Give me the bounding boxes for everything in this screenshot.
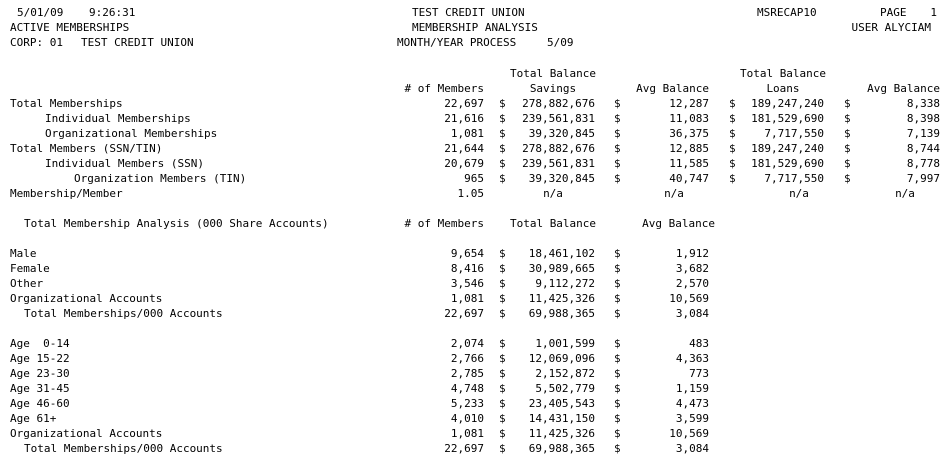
currency-symbol: $ xyxy=(499,172,506,185)
analysis-row xyxy=(0,411,948,426)
report-code: MSRECAP10 xyxy=(757,6,817,19)
loans-header: Loans xyxy=(766,82,800,95)
savings-value: 278,882,676 xyxy=(522,142,595,155)
avg-loans-value: 8,398 xyxy=(906,112,940,125)
currency-symbol: $ xyxy=(844,112,851,125)
row-label: Total Memberships/000 Accounts xyxy=(24,442,223,455)
savings-header: Savings xyxy=(529,82,577,95)
page-label: PAGE xyxy=(880,6,907,19)
avg-value: 483 xyxy=(689,337,709,350)
process-period: 5/09 xyxy=(547,36,574,49)
members-value: 1,081 xyxy=(450,127,484,140)
currency-symbol: $ xyxy=(614,142,621,155)
summary-row xyxy=(0,156,948,171)
members-value: 965 xyxy=(464,172,484,185)
avg-value: 4,473 xyxy=(675,397,709,410)
row-label: Total Members (SSN/TIN) xyxy=(10,142,163,155)
avg-value: 2,570 xyxy=(675,277,709,290)
currency-symbol: $ xyxy=(614,277,621,290)
avg-loans-value: 8,744 xyxy=(906,142,940,155)
members-value: 2,785 xyxy=(450,367,484,380)
header-line-3 xyxy=(0,35,948,50)
members-value: 9,654 xyxy=(450,247,484,260)
balance-value: 69,988,365 xyxy=(528,307,595,320)
header-org-name: TEST CREDIT UNION xyxy=(412,6,525,19)
currency-symbol: $ xyxy=(844,127,851,140)
balance-value: 11,425,326 xyxy=(528,292,595,305)
savings-value: 278,882,676 xyxy=(522,97,595,110)
avg-value: 1,159 xyxy=(675,382,709,395)
currency-symbol: $ xyxy=(499,292,506,305)
currency-symbol: $ xyxy=(614,397,621,410)
currency-symbol: $ xyxy=(729,97,736,110)
avg-savings-value: 11,083 xyxy=(669,112,709,125)
ratio-row xyxy=(0,186,948,201)
analysis-balance-header: Total Balance xyxy=(509,217,597,230)
analysis-row xyxy=(0,381,948,396)
summary-header-line-1 xyxy=(0,66,948,81)
members-value: 3,546 xyxy=(450,277,484,290)
row-label: Organizational Accounts xyxy=(10,427,163,440)
ratio-label: Membership/Member xyxy=(10,187,123,200)
balance-value: 30,989,665 xyxy=(528,262,595,275)
currency-symbol: $ xyxy=(499,382,506,395)
row-label: Individual Memberships xyxy=(45,112,191,125)
avg-loans-value: 8,338 xyxy=(906,97,940,110)
currency-symbol: $ xyxy=(499,157,506,170)
currency-symbol: $ xyxy=(614,352,621,365)
avg-value: 3,599 xyxy=(675,412,709,425)
avg-savings-header: Avg Balance xyxy=(636,82,709,95)
analysis-avg-header: Avg Balance xyxy=(642,217,715,230)
corp-label: CORP: 01 xyxy=(10,36,63,49)
loans-value: 189,247,240 xyxy=(751,97,824,110)
loans-value: 181,529,690 xyxy=(751,112,824,125)
members-value: 2,074 xyxy=(450,337,484,350)
analysis-row xyxy=(0,306,948,321)
currency-symbol: $ xyxy=(499,412,506,425)
process-label: MONTH/YEAR PROCESS xyxy=(397,36,517,49)
row-label: Male xyxy=(10,247,37,260)
currency-symbol: $ xyxy=(499,367,506,380)
currency-symbol: $ xyxy=(614,292,621,305)
currency-symbol: $ xyxy=(614,112,621,125)
savings-value: 39,320,845 xyxy=(528,172,595,185)
analysis-row xyxy=(0,246,948,261)
row-label: Individual Members (SSN) xyxy=(45,157,204,170)
currency-symbol: $ xyxy=(614,382,621,395)
analysis-row xyxy=(0,396,948,411)
currency-symbol: $ xyxy=(614,307,621,320)
analysis-title: Total Membership Analysis (000 Share Accounts) xyxy=(24,217,329,230)
report-date: 5/01/09 xyxy=(17,6,64,19)
currency-symbol: $ xyxy=(499,397,506,410)
avg-loans-value: 7,139 xyxy=(906,127,940,140)
avg-value: 10,569 xyxy=(669,292,709,305)
row-label: Total Memberships/000 Accounts xyxy=(24,307,223,320)
avg-value: 1,912 xyxy=(675,247,709,260)
ratio-loans: n/a xyxy=(789,187,809,200)
currency-symbol: $ xyxy=(614,262,621,275)
members-value: 1,081 xyxy=(450,427,484,440)
analysis-members-header: # of Members xyxy=(404,217,484,230)
currency-symbol: $ xyxy=(614,412,621,425)
members-value: 22,697 xyxy=(444,307,484,320)
loans-header-top: Total Balance xyxy=(739,67,827,80)
user-label: USER ALYCIAM xyxy=(851,21,931,34)
row-label: Age 31-45 xyxy=(10,382,70,395)
avg-savings-value: 11,585 xyxy=(669,157,709,170)
ratio-avg-loans: n/a xyxy=(895,187,915,200)
summary-row xyxy=(0,111,948,126)
header-line-2 xyxy=(0,20,948,35)
currency-symbol: $ xyxy=(614,247,621,260)
balance-value: 23,405,543 xyxy=(528,397,595,410)
members-value: 8,416 xyxy=(450,262,484,275)
members-value: 2,766 xyxy=(450,352,484,365)
currency-symbol: $ xyxy=(614,157,621,170)
currency-symbol: $ xyxy=(499,307,506,320)
summary-header-line-2 xyxy=(0,81,948,96)
row-label: Age 15-22 xyxy=(10,352,70,365)
analysis-row xyxy=(0,336,948,351)
balance-value: 69,988,365 xyxy=(528,442,595,455)
row-label: Organizational Accounts xyxy=(10,292,163,305)
loans-value: 181,529,690 xyxy=(751,157,824,170)
page-number: 1 xyxy=(930,6,937,19)
avg-loans-value: 8,778 xyxy=(906,157,940,170)
members-value: 1,081 xyxy=(450,292,484,305)
avg-value: 10,569 xyxy=(669,427,709,440)
members-value: 22,697 xyxy=(444,442,484,455)
report-subtitle: MEMBERSHIP ANALYSIS xyxy=(412,21,538,34)
balance-value: 14,431,150 xyxy=(528,412,595,425)
avg-value: 4,363 xyxy=(675,352,709,365)
currency-symbol: $ xyxy=(614,442,621,455)
currency-symbol: $ xyxy=(614,172,621,185)
row-label: Age 46-60 xyxy=(10,397,70,410)
ratio-avg-savings: n/a xyxy=(664,187,684,200)
currency-symbol: $ xyxy=(499,442,506,455)
currency-symbol: $ xyxy=(499,142,506,155)
summary-row xyxy=(0,141,948,156)
members-value: 20,679 xyxy=(444,157,484,170)
currency-symbol: $ xyxy=(844,142,851,155)
currency-symbol: $ xyxy=(614,337,621,350)
report-time: 9:26:31 xyxy=(89,6,136,19)
summary-row xyxy=(0,96,948,111)
currency-symbol: $ xyxy=(499,277,506,290)
currency-symbol: $ xyxy=(729,157,736,170)
analysis-row xyxy=(0,261,948,276)
avg-savings-value: 40,747 xyxy=(669,172,709,185)
loans-value: 7,717,550 xyxy=(764,172,824,185)
currency-symbol: $ xyxy=(499,262,506,275)
balance-value: 11,425,326 xyxy=(528,427,595,440)
loans-value: 7,717,550 xyxy=(764,127,824,140)
avg-loans-value: 7,997 xyxy=(906,172,940,185)
currency-symbol: $ xyxy=(614,127,621,140)
analysis-header-line xyxy=(0,216,948,231)
balance-value: 9,112,272 xyxy=(535,277,595,290)
currency-symbol: $ xyxy=(499,352,506,365)
savings-header-top: Total Balance xyxy=(509,67,597,80)
currency-symbol: $ xyxy=(729,142,736,155)
currency-symbol: $ xyxy=(614,367,621,380)
row-label: Organizational Memberships xyxy=(45,127,218,140)
row-label: Age 61+ xyxy=(10,412,57,425)
savings-value: 239,561,831 xyxy=(522,112,595,125)
report-title: ACTIVE MEMBERSHIPS xyxy=(10,21,130,34)
analysis-row xyxy=(0,276,948,291)
currency-symbol: $ xyxy=(729,172,736,185)
balance-value: 5,502,779 xyxy=(535,382,595,395)
currency-symbol: $ xyxy=(614,97,621,110)
avg-value: 773 xyxy=(689,367,709,380)
analysis-row xyxy=(0,441,948,456)
savings-value: 39,320,845 xyxy=(528,127,595,140)
balance-value: 2,152,872 xyxy=(535,367,595,380)
loans-value: 189,247,240 xyxy=(751,142,824,155)
members-value: 4,010 xyxy=(450,412,484,425)
savings-value: 239,561,831 xyxy=(522,157,595,170)
currency-symbol: $ xyxy=(614,427,621,440)
ratio-members: 1.05 xyxy=(457,187,484,200)
avg-savings-value: 12,287 xyxy=(669,97,709,110)
currency-symbol: $ xyxy=(499,337,506,350)
avg-savings-value: 36,375 xyxy=(669,127,709,140)
currency-symbol: $ xyxy=(499,427,506,440)
balance-value: 18,461,102 xyxy=(528,247,595,260)
corp-name: TEST CREDIT UNION xyxy=(81,36,194,49)
row-label: Age 0-14 xyxy=(10,337,70,350)
avg-savings-value: 12,885 xyxy=(669,142,709,155)
members-value: 21,644 xyxy=(444,142,484,155)
currency-symbol: $ xyxy=(844,172,851,185)
row-label: Age 23-30 xyxy=(10,367,70,380)
currency-symbol: $ xyxy=(499,127,506,140)
analysis-row xyxy=(0,426,948,441)
summary-row xyxy=(0,126,948,141)
balance-value: 1,001,599 xyxy=(535,337,595,350)
avg-value: 3,084 xyxy=(675,442,709,455)
row-label: Female xyxy=(10,262,50,275)
members-header: # of Members xyxy=(404,82,484,95)
avg-value: 3,682 xyxy=(675,262,709,275)
analysis-row xyxy=(0,366,948,381)
balance-value: 12,069,096 xyxy=(528,352,595,365)
currency-symbol: $ xyxy=(844,157,851,170)
members-value: 5,233 xyxy=(450,397,484,410)
analysis-row xyxy=(0,351,948,366)
members-value: 4,748 xyxy=(450,382,484,395)
currency-symbol: $ xyxy=(729,127,736,140)
currency-symbol: $ xyxy=(729,112,736,125)
members-value: 21,616 xyxy=(444,112,484,125)
avg-value: 3,084 xyxy=(675,307,709,320)
ratio-savings: n/a xyxy=(543,187,563,200)
summary-row xyxy=(0,171,948,186)
members-value: 22,697 xyxy=(444,97,484,110)
currency-symbol: $ xyxy=(499,97,506,110)
analysis-row xyxy=(0,291,948,306)
row-label: Total Memberships xyxy=(10,97,123,110)
row-label: Organization Members (TIN) xyxy=(74,172,247,185)
currency-symbol: $ xyxy=(499,112,506,125)
header-line-1 xyxy=(0,5,948,20)
row-label: Other xyxy=(10,277,44,290)
currency-symbol: $ xyxy=(844,97,851,110)
currency-symbol: $ xyxy=(499,247,506,260)
avg-loans-header: Avg Balance xyxy=(867,82,940,95)
